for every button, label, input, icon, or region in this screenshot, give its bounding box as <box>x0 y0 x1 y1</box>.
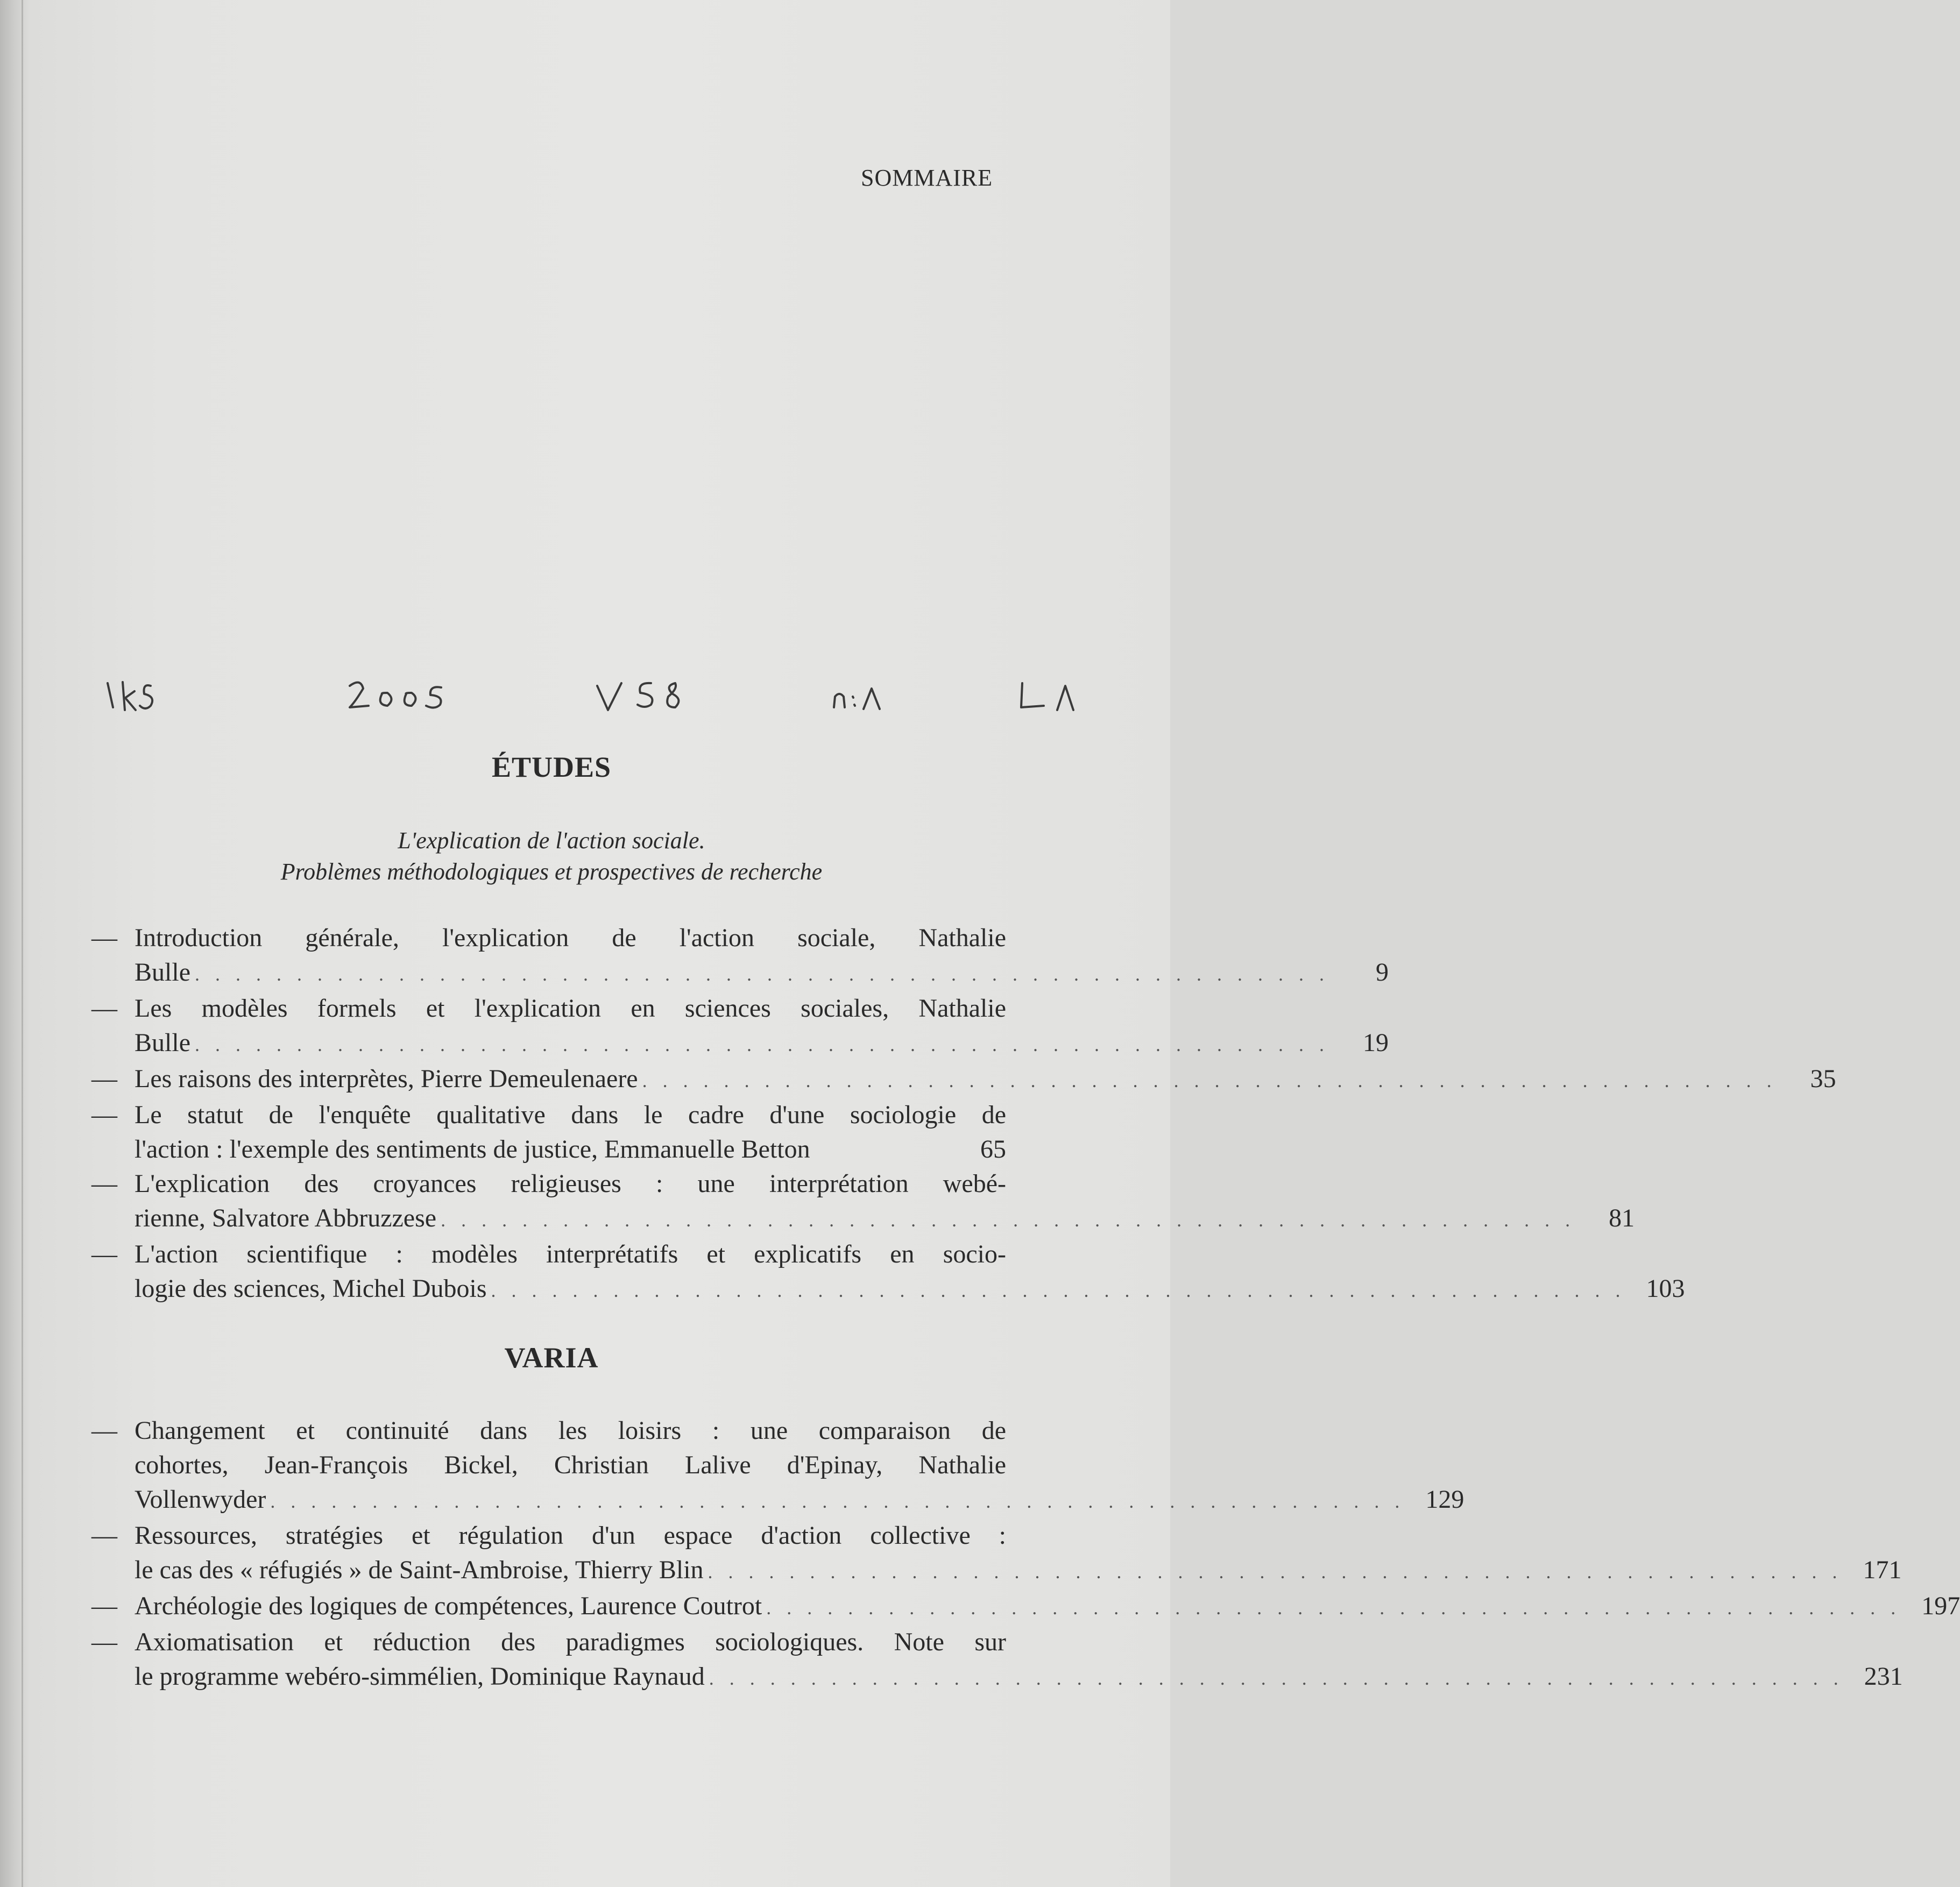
entry-dash: — <box>91 1592 117 1620</box>
entry-line2-text: l'action : l'exemple des sentiments de justice, Emmanuelle Betton <box>135 1135 810 1164</box>
handwritten-notes-drawing <box>97 667 1108 726</box>
entry-dash: — <box>91 924 117 952</box>
entry-line2-text: Bulle <box>135 1028 190 1057</box>
entry-line2: cohortes, Jean-François Bickel, Christian Lalive d'Epinay, Nathalie <box>135 1451 1006 1479</box>
binding-edge <box>22 0 23 1887</box>
toc-entry <box>91 1062 1836 1098</box>
toc-entry <box>91 1237 1685 1308</box>
entry-page-number: 103 <box>1646 1274 1685 1303</box>
entry-line3 <box>135 1482 1464 1519</box>
etudes-subtitle-line2: Problèmes méthodologiques et prospectives de recherche <box>280 859 823 885</box>
entry-dash: — <box>91 1628 117 1656</box>
leader-dots: . . . . . . . . . . . . . . . . . . . . . . . . . . . . . . . . . . . . . . . . . . . . . . . . . . . . . . . . <box>766 1597 1901 1619</box>
leader-dots: . . . . . . . . . . . . . . . . . . . . . . . . . . . . . . . . . . . . . . . . . . . . . . . . . . . . . . . . <box>491 1280 1626 1301</box>
entry-page-number: 171 <box>1863 1556 1902 1584</box>
entry-line2-text: le cas des « réfugiés » de Saint-Ambroise, Thierry Blin <box>135 1556 704 1584</box>
entry-dash: — <box>91 1101 117 1129</box>
entry-dash: — <box>91 994 117 1023</box>
entry-page-number: 81 <box>1609 1204 1635 1232</box>
entry-line1: L'action scientifique : modèles interprétatifs et explicatifs en socio- <box>135 1240 1006 1268</box>
entry-page-number: 35 <box>1810 1065 1836 1093</box>
entry-page-number: 231 <box>1864 1662 1903 1691</box>
leader-dots: . . . . . . . . . . . . . . . . . . . . . . . . . . . . . . . . . . . . . . . . . . . . . . . . . . . . . . . . <box>709 1668 1844 1689</box>
entry-page-number: 129 <box>1425 1485 1464 1514</box>
toc-entry <box>91 1519 1902 1589</box>
entry-dash: — <box>91 1169 117 1198</box>
entry-line1-text: Archéologie des logiques de compétences, Laurence Coutrot <box>135 1592 762 1620</box>
entry-line1 <box>135 1062 1836 1098</box>
entry-line2 <box>135 1272 1685 1308</box>
toc-entry <box>91 991 1389 1062</box>
entry-page-number: 19 <box>1363 1028 1389 1057</box>
entry-page-number: 9 <box>1376 958 1389 987</box>
toc-entry <box>91 1098 1006 1167</box>
entry-dash: — <box>91 1416 117 1445</box>
entry-line2-text: logie des sciences, Michel Dubois <box>135 1274 487 1303</box>
entry-line1: Ressources, stratégies et régulation d'un espace d'action collective : <box>135 1521 1006 1550</box>
entry-dash: — <box>91 1521 117 1550</box>
etudes-subtitle-line1: L'explication de l'action sociale. <box>398 827 705 854</box>
leader-dots: . . . . . . . . . . . . . . . . . . . . . . . . . . . . . . . . . . . . . . . . . . . . . . . . . . . . . . . . <box>270 1491 1405 1512</box>
leader-dots: . . . . . . . . . . . . . . . . . . . . . . . . . . . . . . . . . . . . . . . . . . . . . . . . . . . . . . . . <box>441 1209 1576 1231</box>
leader-dots: . . . . . . . . . . . . . . . . . . . . . . . . . . . . . . . . . . . . . . . . . . . . . . . . . . . . . . . . <box>195 963 1329 985</box>
leader-dots: . . . . . . . . . . . . . . . . . . . . . . . . . . . . . . . . . . . . . . . . . . . . . . . . . . . . . . . . <box>195 1034 1329 1055</box>
leader-dots: . . . . . . . . . . . . . . . . . . . . . . . . . . . . . . . . . . . . . . . . . . . . . . . . . . . . . . . . <box>642 1070 1777 1091</box>
entry-line2 <box>135 1132 1006 1167</box>
toc-varia <box>91 1414 1960 1696</box>
entry-line2 <box>135 1201 1635 1237</box>
leader-dots: . . . . . . . . . . . . . . . . . . . . . . . . . . . . . . . . . . . . . . . . . . . . . . . . . . . . . . . . <box>707 1561 1843 1583</box>
toc-entry <box>91 1589 1960 1625</box>
entry-line1: Axiomatisation et réduction des paradigmes sociologiques. Note sur <box>135 1628 1006 1656</box>
toc-entry <box>91 1625 1903 1696</box>
entry-line2-text: le programme webéro-simmélien, Dominique Raynaud <box>135 1662 705 1691</box>
entry-line1: Les modèles formels et l'explication en sciences sociales, Nathalie <box>135 994 1006 1023</box>
entry-line1: Introduction générale, l'explication de l'action sociale, Nathalie <box>135 924 1006 952</box>
toc-entry <box>91 1414 1464 1519</box>
toc-etudes <box>91 921 1836 1308</box>
entry-line1: Le statut de l'enquête qualitative dans le cadre d'une sociologie de <box>135 1101 1006 1129</box>
handwritten-notes <box>97 667 1108 726</box>
entry-line3-text: Vollenwyder <box>135 1485 266 1514</box>
section-title-varia: VARIA <box>504 1342 599 1374</box>
entry-page-number: 65 <box>980 1135 1006 1164</box>
entry-line2 <box>135 1659 1903 1696</box>
entry-line1: Changement et continuité dans les loisirs : une comparaison de <box>135 1416 1006 1445</box>
toc-entry <box>91 1167 1635 1237</box>
entry-dash: — <box>91 1240 117 1268</box>
entry-line2 <box>135 955 1389 991</box>
entry-line2 <box>135 1553 1902 1589</box>
page-header: SOMMAIRE <box>861 165 993 191</box>
entry-line2 <box>135 1026 1389 1062</box>
section-title-etudes: ÉTUDES <box>491 751 612 783</box>
entry-line1 <box>135 1589 1960 1625</box>
entry-line1: L'explication des croyances religieuses : une interprétation webé- <box>135 1169 1006 1198</box>
entry-line1-text: Les raisons des interprètes, Pierre Demeulenaere <box>135 1065 638 1093</box>
entry-page-number: 197 <box>1921 1592 1960 1620</box>
entry-line2-text: rienne, Salvatore Abbruzzese <box>135 1204 437 1232</box>
entry-dash: — <box>91 1065 117 1093</box>
entry-line2-text: Bulle <box>135 958 190 987</box>
toc-entry <box>91 921 1389 991</box>
